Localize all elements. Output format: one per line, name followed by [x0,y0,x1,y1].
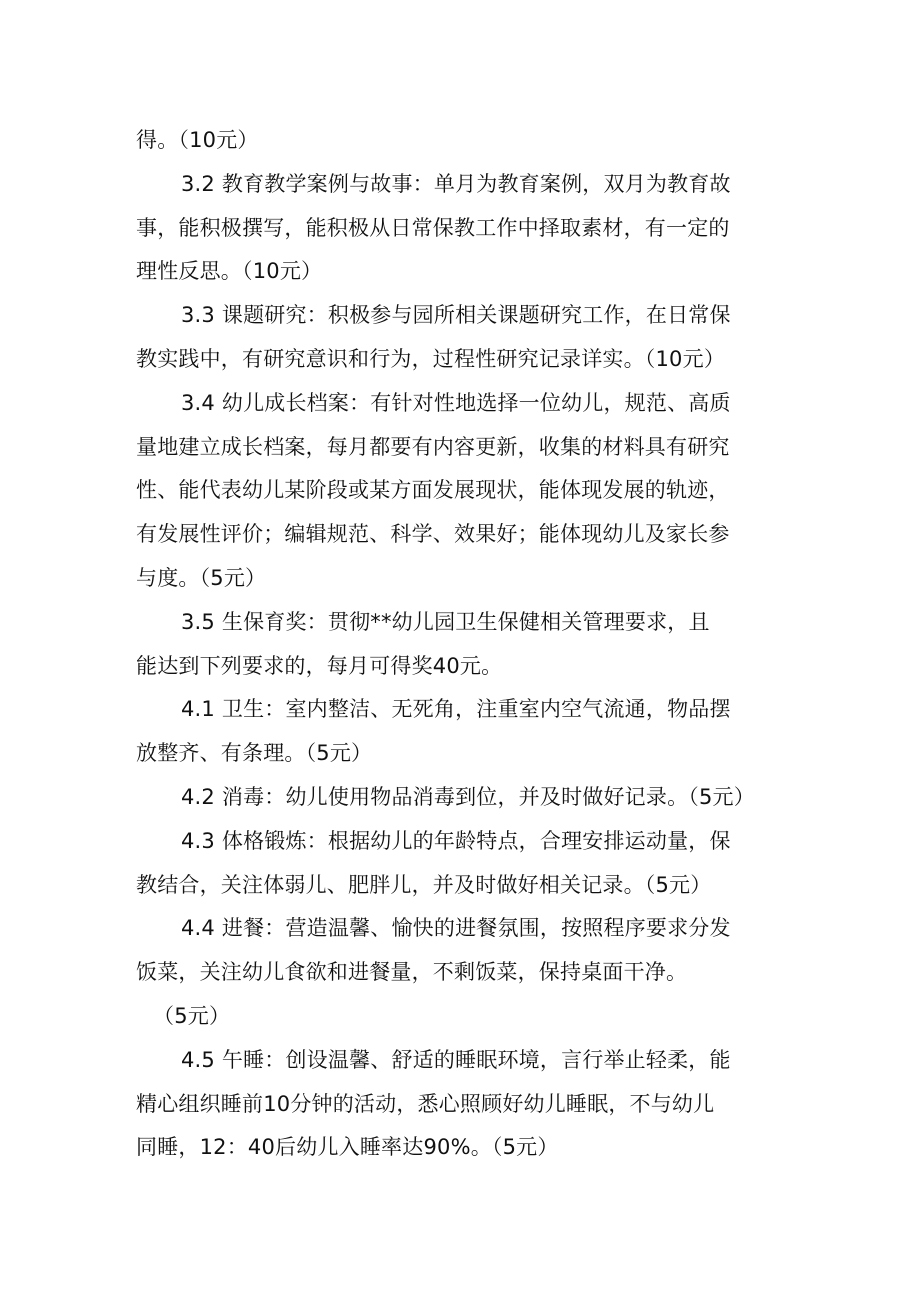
section-4-4-heading-line: 4.4 进餐：营造温馨、愉快的进餐氛围，按照程序要求分发 [181,916,731,940]
section-4-3-heading-line: 4.3 体格锻炼：根据幼儿的年龄特点，合理安排运动量，保 [181,829,731,853]
paragraph-line: 饭菜，关注幼儿食欲和进餐量，不剩饭菜，保持桌面干净。 [136,960,688,984]
paragraph-line: 放整齐、有条理。（5元） [136,741,373,765]
section-3-5-heading-line: 3.5 生保育奖：贯彻**幼儿园卫生保健相关管理要求，且 [181,610,710,634]
paragraph-line: 性、能代表幼儿某阶段或某方面发展现状，能体现发展的轨迹， [136,478,730,502]
paragraph-line: 精心组织睡前10分钟的活动，悉心照顾好幼儿睡眠，不与幼儿 [136,1092,715,1116]
paragraph-line: 量地建立成长档案，每月都要有内容更新，收集的材料具有研究 [136,435,730,459]
section-3-4-heading-line: 3.4 幼儿成长档案：有针对性地选择一位幼儿，规范、高质 [181,391,731,415]
paragraph-line: 有发展性评价；编辑规范、科学、效果好；能体现幼儿及家长参 [136,522,730,546]
paragraph-line: 同睡，12：40后幼儿入睡率达90%。（5元） [136,1135,559,1159]
section-4-5-heading-line: 4.5 午睡：创设温馨、舒适的睡眠环境，言行举止轻柔，能 [181,1048,731,1072]
paragraph-line: 事，能积极撰写，能积极从日常保教工作中择取素材，有一定的 [136,216,730,240]
paragraph-line: 能达到下列要求的，每月可得奖40元。 [136,654,503,678]
paragraph-line: 教实践中，有研究意识和行为，过程性研究记录详实。（10元） [136,347,726,371]
paragraph-line: 教结合，关注体弱儿、肥胖儿，并及时做好相关记录。（5元） [136,873,712,897]
paragraph-line: （5元） [153,1004,231,1028]
paragraph-line: 与度。（5元） [136,566,267,590]
section-4-1-heading-line: 4.1 卫生：室内整洁、无死角，注重室内空气流通，物品摆 [181,697,731,721]
paragraph-line: 理性反思。（10元） [136,259,323,283]
paragraph-line: 得。（10元） [136,128,259,152]
section-3-2-heading-line: 3.2 教育教学案例与故事：单月为教育案例，双月为教育故 [181,172,731,196]
section-4-2-heading-line: 4.2 消毒：幼儿使用物品消毒到位，并及时做好记录。（5元） [181,785,755,809]
section-3-3-heading-line: 3.3 课题研究：积极参与园所相关课题研究工作，在日常保 [181,303,731,327]
